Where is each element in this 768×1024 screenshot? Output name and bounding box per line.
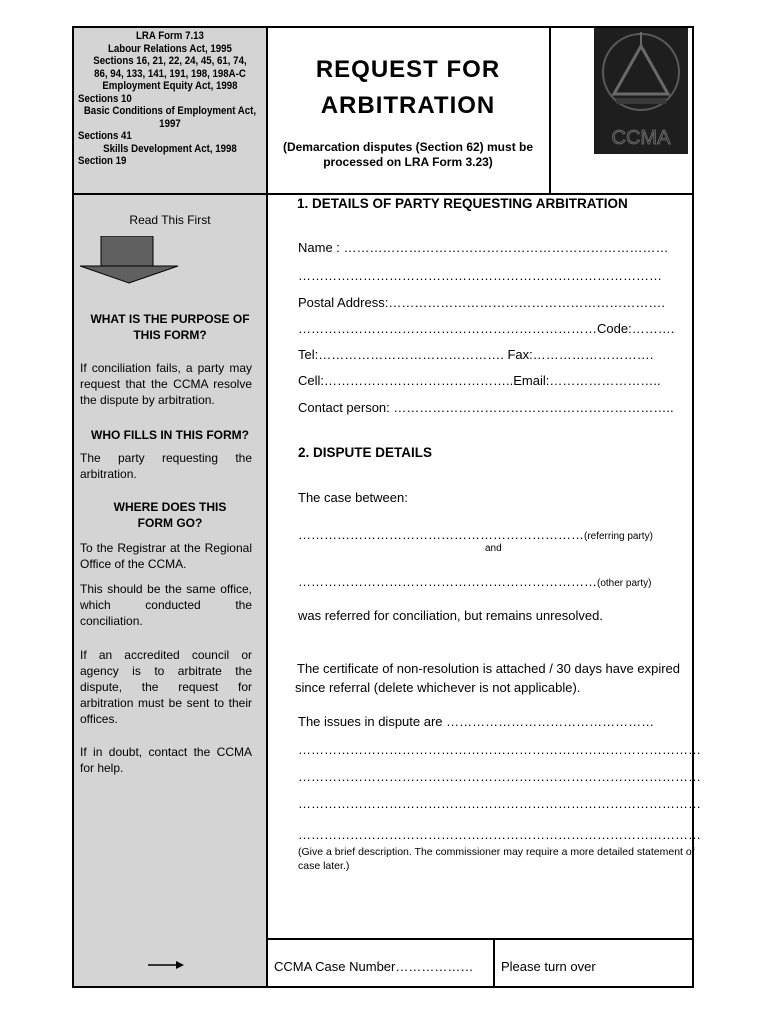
contact-person-field[interactable]: Contact person: ……………………………………………………….. [298, 400, 674, 415]
legal-reference-line: Labour Relations Act, 1995 [108, 42, 232, 55]
purpose-heading: WHAT IS THE PURPOSE OF THIS FORM? [90, 312, 250, 342]
divider [493, 938, 495, 986]
legal-reference-line: LRA Form 7.13 [135, 30, 204, 42]
case-number-dots: ……………… [395, 959, 474, 974]
issue-line[interactable]: ………………………………………………………………………………… [298, 769, 701, 784]
other-party-dots: …………………………………………………………… [298, 574, 597, 589]
arrow-down-icon [80, 236, 180, 284]
and-label: and [485, 543, 502, 554]
case-number-label: CCMA Case Number [274, 959, 396, 974]
section-1-heading: 1. DETAILS OF PARTY REQUESTING ARBITRATION [297, 196, 628, 211]
note-line-2: case later.) [298, 860, 350, 872]
where-heading: WHERE DOES THIS FORM GO? [113, 500, 227, 530]
referred-text: was referred for conciliation, but remains unresolved. [298, 608, 603, 623]
postal-code-field[interactable]: ……………………………………………………………Code:………. [298, 321, 675, 336]
read-first-label: Read This First [129, 213, 211, 227]
legal-reference-line: Sections 10 [78, 92, 132, 105]
legal-reference-line: Sections 16, 21, 22, 24, 45, 61, 74, [93, 55, 247, 67]
arrow-right-icon [146, 958, 186, 972]
other-party-field[interactable] [298, 574, 651, 589]
case-between-label: The case between: [298, 490, 408, 505]
ccma-logo [594, 28, 688, 154]
name-field[interactable]: Name : ………………………………………………………………… [298, 240, 669, 255]
where-text-1: To the Registrar at the Regional Office of the CCMA. [80, 541, 252, 571]
page-title [268, 52, 548, 124]
legal-reference-line: Basic Conditions of Employment Act, [83, 105, 257, 117]
legal-reference-line: Employment Equity Act, 1998 [102, 80, 238, 92]
where-text-4: If in doubt, contact the CCMA for help. [80, 745, 252, 775]
tel-fax-field[interactable]: Tel:……………………………………. Fax:………………………. [298, 347, 654, 362]
subtitle-line-1: (Demarcation disputes (Section 62) must be [282, 140, 534, 154]
certificate-line-1: The certificate of non-resolution is attached / 30 days have expired [297, 661, 680, 676]
certificate-line-2: since referral (delete whichever is not applicable). [295, 680, 581, 695]
case-number-field[interactable] [274, 959, 473, 974]
cell-email-field[interactable]: Cell:……………………………………..Email:…………………….. [298, 373, 661, 388]
postal-address-field[interactable]: Postal Address:………………………………………………………. [298, 295, 665, 310]
divider [549, 28, 551, 194]
name-field-continued[interactable]: ………………………………………………………………………… [298, 268, 662, 283]
referring-party-dots: ………………………………………………………… [298, 527, 584, 542]
who-text: The party requesting the arbitration. [80, 451, 252, 481]
section-2-heading: 2. DISPUTE DETAILS [298, 445, 433, 460]
where-text-3: If an accredited council or agency is to arbitrate the dispute, the request for arbitration must be sent to their offices. [80, 648, 252, 726]
title-line-2: ARBITRATION [320, 92, 496, 119]
legal-references [78, 30, 262, 168]
referring-party-field[interactable] [298, 527, 653, 542]
legal-reference-line: Skills Development Act, 1998 [103, 142, 237, 155]
issue-line[interactable]: ………………………………………………………………………………… [298, 796, 701, 811]
legal-reference-line: 86, 94, 133, 141, 191, 198, 198A-C [94, 67, 246, 80]
turn-over-label: Please turn over [501, 959, 596, 974]
who-heading: WHO FILLS IN THIS FORM? [91, 428, 249, 442]
other-party-label: (other party) [597, 578, 652, 589]
legal-reference-line: Sections 41 [78, 130, 132, 142]
legal-reference-line: Section 19 [78, 155, 127, 167]
divider [266, 938, 692, 940]
issue-line[interactable]: ………………………………………………………………………………… [298, 742, 701, 757]
purpose-text: If conciliation fails, a party may request that the CCMA resolve the dispute by arbitration. [80, 361, 252, 407]
subtitle-line-2: processed on LRA Form 3.23) [323, 155, 493, 169]
page-subtitle [268, 140, 548, 170]
title-line-1: REQUEST FOR [315, 56, 501, 83]
divider [74, 193, 692, 195]
where-text-2: This should be the same office, which conducted the conciliation. [80, 582, 252, 628]
description-note [298, 845, 695, 873]
note-line-1: (Give a brief description. The commissioner may require a more detailed statement of [298, 846, 695, 858]
referring-party-label: (referring party) [584, 531, 653, 542]
legal-reference-line: 1997 [159, 117, 181, 130]
logo-text: CCMA [611, 127, 671, 149]
issues-field[interactable]: The issues in dispute are ………………………………………… [298, 714, 655, 729]
issue-line[interactable]: ………………………………………………………………………………… [298, 827, 701, 842]
